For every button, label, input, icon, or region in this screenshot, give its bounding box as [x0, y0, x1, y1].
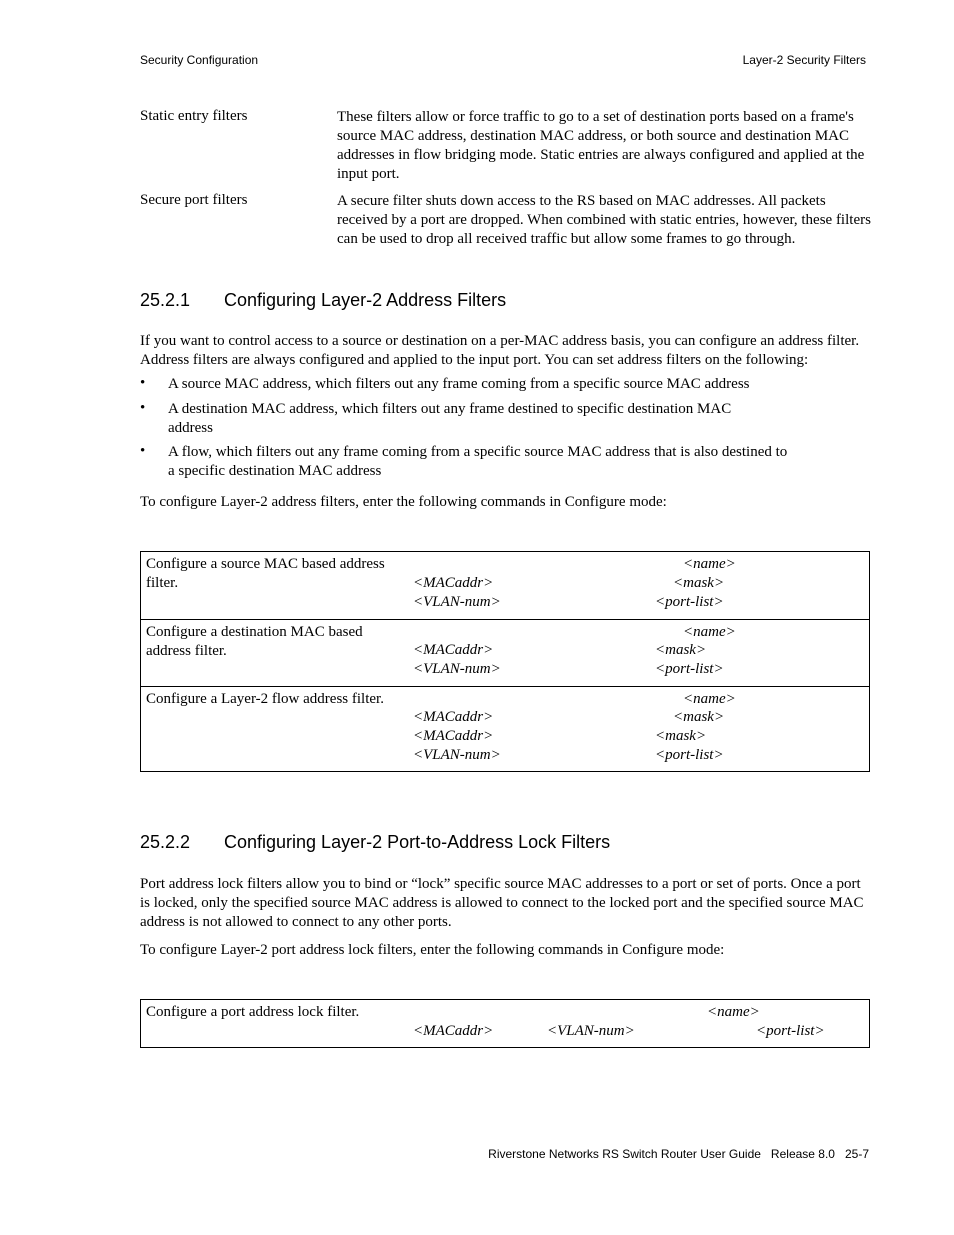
- param-name: <name>: [683, 556, 736, 572]
- param-vlan-num: <VLAN-num>: [413, 594, 501, 610]
- section-lead-paragraph: To configure Layer-2 address filters, enter the following commands in Configure mode:: [140, 494, 667, 510]
- section-lead-paragraph: To configure Layer-2 port address lock filters, enter the following commands in Configure mode:: [140, 942, 725, 958]
- param-port-list: <port-list>: [756, 1023, 825, 1039]
- param-mask: <mask>: [673, 575, 725, 591]
- section-title: Configuring Layer-2 Port-to-Address Lock Filters: [224, 832, 611, 852]
- param-name: <name>: [683, 691, 736, 707]
- param-port-list: <port-list>: [655, 594, 724, 610]
- bullet-item: • A destination MAC address, which filters out any frame destined to specific destination MAC address: [140, 400, 732, 436]
- table-row: [141, 686, 869, 773]
- command-description: Configure a port address lock filter.: [146, 1004, 360, 1020]
- param-port-list: <port-list>: [655, 661, 724, 677]
- table-row: [141, 619, 869, 687]
- command-table: [140, 999, 870, 1048]
- section-number: 25.2.2: [140, 832, 191, 852]
- param-vlan-num: <VLAN-num>: [547, 1023, 635, 1039]
- section-heading: [140, 832, 610, 853]
- param-macaddr: <MACaddr>: [413, 642, 494, 658]
- bullet-icon: •: [140, 375, 146, 391]
- section-title: Configuring Layer-2 Address Filters: [224, 290, 507, 310]
- param-mask: <mask>: [673, 709, 725, 725]
- command-table: [140, 551, 870, 772]
- param-name: <name>: [707, 1004, 760, 1020]
- param-vlan-num: <VLAN-num>: [413, 747, 501, 763]
- param-vlan-num: <VLAN-num>: [413, 661, 501, 677]
- definition-term: Secure port filters: [140, 192, 248, 208]
- param-mask: <mask>: [655, 728, 707, 744]
- definition-description: These filters allow or force traffic to go to a set of destination ports based on a frame's source MAC address, destination MAC address, or both source and destination MAC addresses in flow bridging mode. Static entries are always configured and applied at the input port.: [337, 109, 865, 182]
- bullet-icon: •: [140, 400, 146, 416]
- param-port-list: <port-list>: [655, 747, 724, 763]
- running-header-left: Security Configuration: [140, 53, 259, 67]
- param-macaddr: <MACaddr>: [413, 1023, 494, 1039]
- section-intro-paragraph: Port address lock filters allow you to bind or “lock” specific source MAC addresses to a port or set of ports. Once a port is locked, only the specified source MAC address is allowed to connect to the locked port and the specified source MAC address is not allowed to connect to any other ports.: [140, 876, 864, 930]
- param-macaddr: <MACaddr>: [413, 575, 494, 591]
- section-intro-paragraph: If you want to control access to a source or destination on a per-MAC address basis, you can configure an address filter. Address filters are always configured and applied to the input port. You can set address filters on the following:: [140, 333, 860, 368]
- table-row: [141, 552, 869, 619]
- param-macaddr: <MACaddr>: [413, 728, 494, 744]
- running-header-right: Layer-2 Security Filters: [742, 53, 866, 67]
- bullet-icon: •: [140, 443, 146, 459]
- param-macaddr: <MACaddr>: [413, 709, 494, 725]
- bullet-item: • A source MAC address, which filters out any frame coming from a specific source MAC address: [140, 375, 750, 392]
- section-number: 25.2.1: [140, 290, 191, 310]
- command-description: Configure a destination MAC based address filter.: [146, 624, 363, 659]
- command-description: Configure a source MAC based address filter.: [146, 556, 385, 591]
- definition-term: Static entry filters: [140, 108, 248, 124]
- param-mask: <mask>: [655, 642, 707, 658]
- definition-description: A secure filter shuts down access to the RS based on MAC addresses. All packets received by a port are dropped. When combined with static entries, however, these filters can be used to drop all received traffic but allow some frames to go through.: [337, 193, 871, 247]
- table-row: [141, 1000, 869, 1047]
- bullet-item: • A flow, which filters out any frame coming from a specific source MAC address that is also destined to a specific destination MAC address: [140, 443, 788, 479]
- command-description: Configure a Layer-2 flow address filter.: [146, 691, 384, 707]
- running-footer: Riverstone Networks RS Switch Router User Guide Release 8.0 25-7: [488, 1147, 869, 1161]
- section-heading: [140, 290, 506, 311]
- param-name: <name>: [683, 624, 736, 640]
